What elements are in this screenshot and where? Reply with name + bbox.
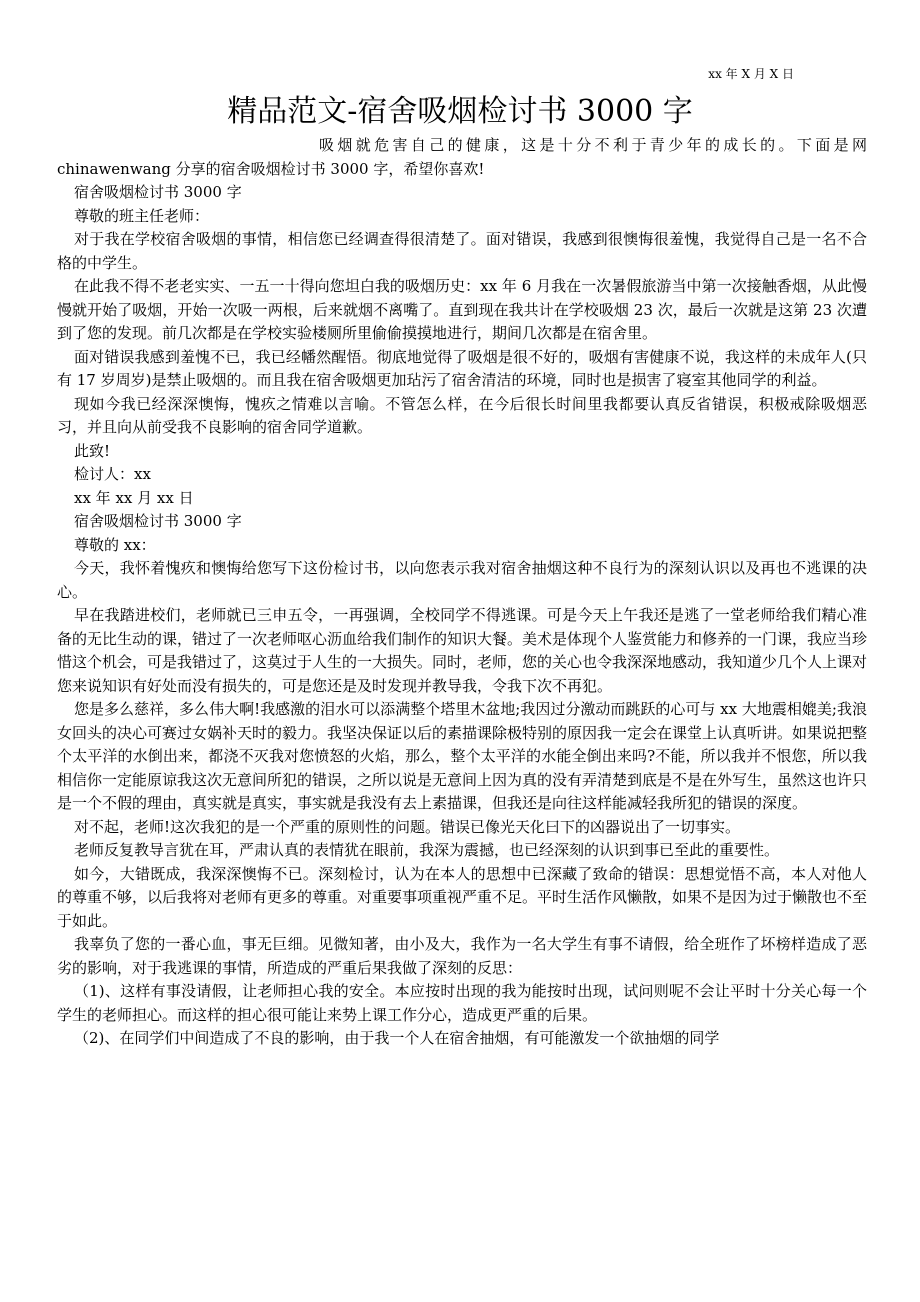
salutation: 尊敬的班主任老师： bbox=[74, 206, 210, 225]
body-paragraph: 在此我不得不老老实实、一五一十得向您坦白我的吸烟历史：xx 年 6 月我在一次暑假旅游当中第一次接触香烟，从此慢慢就开始了吸烟，开始一次吸一两根，后来就烟不离嘴了。直到现在我共计在学校吸烟 23 次，最后一次就是这第 23 次遭到了您的发现。前几次都是在学校实验楼厕所里偷偷摸摸地进行，期间几次都是在宿舍里。 bbox=[57, 277, 867, 342]
body-paragraph: 早在我踏进校们，老师就已三申五令，一再强调，全校同学不得逃课。可是今天上午我还是逃了一堂老师给我们精心准备的无比生动的课，错过了一次老师呕心沥血给我们制作的知识大餐。美术是体现个人鉴赏能力和修养的一门课，我应当珍惜这个机会，可是我错过了，这莫过于人生的一大损失。同时，老师，您的关心也令我深深地感动，我知道少几个人上课对您来说知识有好处而没有损失的，可是您还是及时发现并教导我，令我下次不再犯。 bbox=[57, 606, 868, 695]
body-paragraph: 对不起，老师!这次我犯的是一个严重的原则性的问题。错误已像光天化曰下的凶器说出了一切事实。 bbox=[74, 817, 741, 836]
page-title: 精品范文-宿舍吸烟检讨书 3000 字 bbox=[227, 94, 693, 129]
signature-date: xx 年 xx 月 xx 日 bbox=[74, 488, 194, 507]
section-heading: 宿舍吸烟检讨书 3000 字 bbox=[74, 183, 242, 201]
intro-paragraph: 吸烟就危害自己的健康，这是十分不利于青少年的成长的。下面是网 chinawenwang 分享的宿舍吸烟检讨书 3000 字，希望你喜欢! bbox=[57, 136, 867, 178]
body-paragraph: 如今，大错既成，我深深懊悔不已。深刻检讨，认为在本人的思想中已深藏了致命的错误：思想觉悟不高，本人对他人的尊重不够，以后我将对老师有更多的尊重。对重要事项重视严重不足。平时生活作风懒散，如果不是因为过于懒散也不至于如此。 bbox=[57, 864, 868, 930]
salutation: 尊敬的 xx： bbox=[74, 535, 156, 554]
list-item: （2)、在同学们中间造成了不良的影响，由于我一个人在宿舍抽烟，有可能激发一个欲抽烟的同学 bbox=[74, 1029, 720, 1047]
body-paragraph: 我辜负了您的一番心血，事无巨细。见微知著，由小及大，我作为一名大学生有事不请假，给全班作了坏榜样造成了恶劣的影响，对于我逃课的事情，所造成的严重后果我做了深刻的反思： bbox=[57, 935, 867, 977]
body-paragraph: 今天，我怀着愧疚和懊悔给您写下这份检讨书，以向您表示我对宿舍抽烟这种不良行为的深刻认识以及再也不逃课的决心。 bbox=[57, 559, 867, 601]
section-heading: 宿舍吸烟检讨书 3000 字 bbox=[74, 512, 242, 530]
body-paragraph: 面对错误我感到羞愧不已，我已经幡然醒悟。彻底地觉得了吸烟是很不好的，吸烟有害健康不说，我这样的未成年人(只有 17 岁周岁)是禁止吸烟的。而且我在宿舍吸烟更加玷污了宿舍清洁的环境，同时也是损害了寝室其他同学的利益。 bbox=[57, 347, 867, 389]
body-paragraph: 老师反复教导言犹在耳，严肃认真的表情犹在眼前，我深为震撼，也已经深刻的认识到事已至此的重要性。 bbox=[74, 841, 780, 859]
closing: 此致! bbox=[74, 441, 111, 460]
body-paragraph: 现如今我已经深深懊悔，愧疚之情难以言喻。不管怎么样，在今后很长时间里我都要认真反省错误，积极戒除吸烟恶习，并且向从前受我不良影响的宿舍同学道歉。 bbox=[57, 394, 867, 436]
list-item: （1)、这样有事没请假，让老师担心我的安全。本应按时出现的我为能按时出现，试问则呢不会让平时十分关心每一个学生的老师担心。而这样的担心很可能让来势上课工作分心，造成更严重的后果。 bbox=[57, 982, 867, 1024]
document-body bbox=[57, 134, 867, 1051]
body-paragraph: 您是多么慈祥，多么伟大啊!我感激的泪水可以添满整个塔里木盆地;我因过分激动而跳跃的心可与 xx 大地震相媲美;我浪女回头的决心可赛过女娲补天时的毅力。我坚决保证以后的素描课除极特别的原因我一定会在课堂上认真听讲。如果说把整个太平洋的水倒出来，都浇不灭我对您愤怒的火焰，那么，整个太平洋的水能全倒出来吗?不能，所以我并不恨您，所以我相信你一定能原谅我这次无意间所犯的错误，之所以说是无意间上因为真的没有弄清楚到底是不是在外写生，虽然这也许只是一个不假的理由，真实就是真实，事实就是我没有去上素描课，但我还是向往这样能减轻我所犯的错误的深度。 bbox=[57, 700, 868, 812]
body-paragraph: 对于我在学校宿舍吸烟的事情，相信您已经调查得很清楚了。面对错误，我感到很懊悔很羞愧，我觉得自己是一名不合格的中学生。 bbox=[57, 230, 867, 272]
signature: 检讨人：xx bbox=[74, 465, 151, 483]
document-date: xx 年 X 月 X 日 bbox=[708, 67, 794, 81]
